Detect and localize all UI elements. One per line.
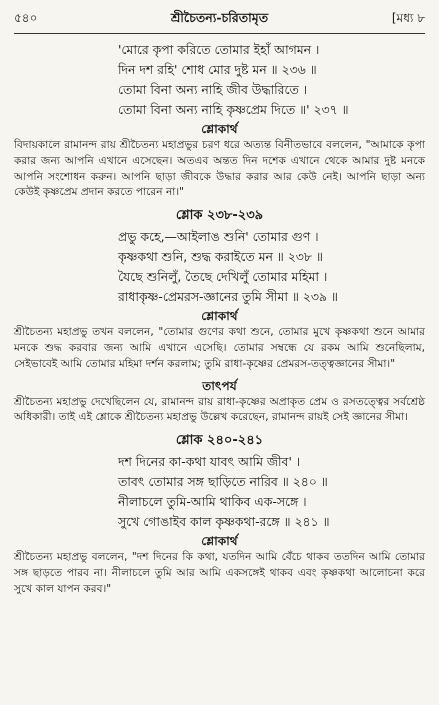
verse-line: রাধাকৃষ্ণ-প্রেমরস-জ্ঞানের তুমি সীমা ॥ ২৩৯ ॥: [118, 289, 338, 305]
header-rule: [14, 33, 425, 34]
page-header: [14, 6, 425, 28]
page-number: ৫৪০: [14, 11, 38, 25]
verse-line: যৈছে শুনিলুঁ, তৈছে দেখিলুঁ তোমার মহিমা ।: [118, 269, 328, 285]
chapter-marker: [মধ্য ৮: [391, 11, 425, 25]
sloka-heading: শ্লোক ২৩৮-২৩৯: [175, 208, 264, 224]
verse-block-238-239: [14, 227, 425, 307]
verse-block-236-237: [14, 40, 425, 120]
verse-block-240-241: [14, 452, 425, 532]
verse-line: 'মোরে কৃপা করিতে তোমার ইহাঁ আগমন ।: [118, 42, 320, 57]
running-title: শ্রীচৈতন্য-চরিতামৃত: [170, 10, 269, 25]
translation-paragraph: শ্রীচৈতন্য মহাপ্রভু তখন বললেন, "তোমার গুণের কথা শুনে, তোমার মুখে কৃষ্ণকথা শুনে আমার মনকে শুদ্ধ করবার জন্য আমি এখানে এসেছি। তোমার সম্বন্ধে যে রকম আমি শুনেছিলাম, সেইভাবেই আমি তোমার মহিমা দর্শন করলাম; তুমি রাধা-কৃষ্ণের প্রেমরস-তত্ত্বজ্ঞানের সীমা।": [14, 326, 425, 370]
page-content: [14, 40, 425, 598]
verse-line: তোমা বিনা অন্য নাহি কৃষ্ণপ্রেম দিতে ॥' ২৩৭ ॥: [118, 102, 349, 117]
purport-paragraph: শ্রীচৈতন্য মহাপ্রভু দেখেছিলেন যে, রামানন্দ রায় রাধা-কৃষ্ণের অপ্রাকৃত প্রেম ও রসতত্ত্বের সর্বশ্রেষ্ঠ অধিকারী। তাই এই শ্লোকে শ্রীচৈতন্য মহাপ্রভু উল্লেখ করেছেন, রামানন্দ রায়ই সেই জ্ঞানের সীমা।: [14, 395, 425, 424]
verse-line: দশ দিনের কা-কথা যাবৎ আমি জীব' ।: [118, 454, 301, 470]
verse-line: কৃষ্ণকথা শুনি, শুদ্ধ করাইতে মন ॥ ২৩৮ ॥: [118, 249, 323, 265]
verse-line: প্রভু কহে,—আইলাঙ শুনি' তোমার গুণ ।: [118, 229, 319, 245]
purport-heading: তাৎপর্য: [202, 378, 237, 393]
verse-line: তোমা বিনা অন্য নাহি জীব উদ্ধারিতে ।: [118, 82, 308, 97]
sloka-heading: শ্লোক ২৪০-২৪১: [175, 433, 264, 449]
verse-line: নীলাচলে তুমি-আমি থাকিব এক-সঙ্গে ।: [118, 494, 307, 510]
translation-heading: শ্লোকার্থ: [201, 309, 238, 324]
translation-paragraph: বিদায়কালে রামানন্দ রায় শ্রীচৈতন্য মহাপ্রভুর চরণ ধরে অত্যন্ত বিনীতভাবে বললেন, "আমাকে কৃপা করার জন্য আপনি এখানে এসেছেন। অতএব অন্তত দিন দশেক এখানে থেকে আমার দুষ্ট মনকে আপনি সংশোধন করুন। আপনি ছাড়া জীবকে উদ্ধার করার আর কেউ নেই। আপনি ছাড়া অন্য কেউই কৃষ্ণপ্রেম প্রদান করতে পারেন না।": [14, 139, 425, 199]
translation-paragraph: শ্রীচৈতন্য মহাপ্রভু বললেন, "দশ দিনের কি কথা, যতদিন আমি বেঁচে থাকব ততদিন আমি তোমার সঙ্গ ছাড়তে পারব না। নীলাচলে তুমি আর আমি একসঙ্গেই থাকব এবং কৃষ্ণকথা আলোচনা করে সুখে কাল যাপন করব।": [14, 551, 425, 595]
verse-line: তাবৎ তোমার সঙ্গ ছাড়িতে নারিব ॥ ২৪০ ॥: [118, 474, 328, 490]
translation-heading: শ্লোকার্থ: [201, 122, 238, 136]
translation-heading: শ্লোকার্থ: [201, 534, 238, 549]
verse-line: দিন দশ রহি' শোধ মোর দুষ্ট মন ॥ ২৩৬ ॥: [118, 62, 317, 77]
verse-line: সুখে গোঙাইব কাল কৃষ্ণকথা-রঙ্গে ॥ ২৪১ ॥: [118, 514, 330, 530]
